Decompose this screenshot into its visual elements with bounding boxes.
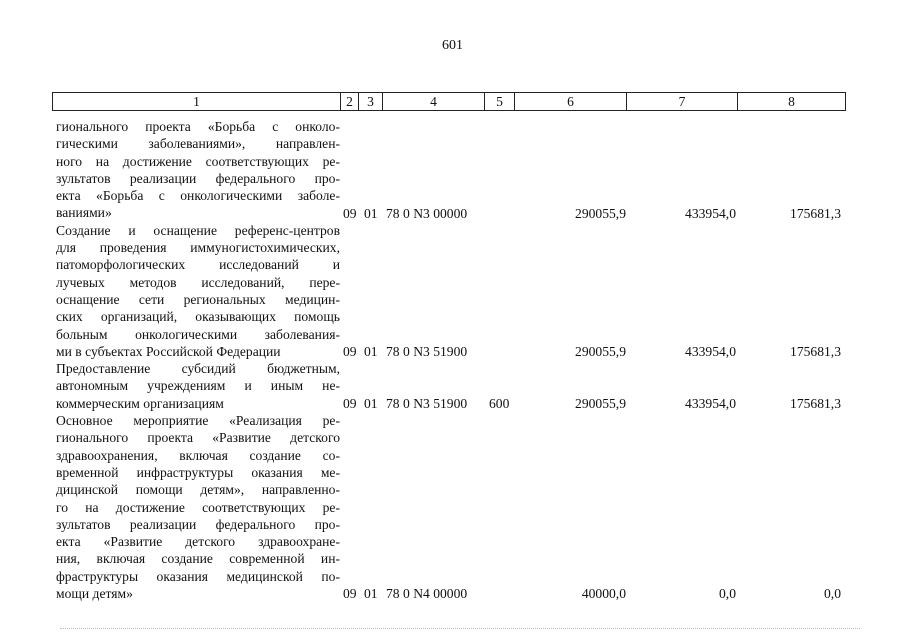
description-line: екта «Борьба с онкологическими заболе- xyxy=(56,188,340,204)
description-line: коммерческим организациям xyxy=(56,395,224,411)
cell-c7: 433954,0 xyxy=(685,343,736,359)
description-line: лучевых методов исследований, пере- xyxy=(56,274,340,290)
description-line: автономным учреждениям и иным не- xyxy=(56,378,340,394)
scan-artifact xyxy=(60,628,860,630)
cell-c2: 09 xyxy=(343,205,357,221)
description-line: патоморфологических исследований и xyxy=(56,257,340,273)
cell-c3: 01 xyxy=(364,343,378,359)
cell-c2: 09 xyxy=(343,343,357,359)
description-line: ния, включая создание современной ин- xyxy=(56,551,340,567)
header-col-7: 7 xyxy=(626,92,738,111)
cell-c3: 01 xyxy=(364,586,378,602)
table-row-description xyxy=(56,118,340,222)
cell-c7: 433954,0 xyxy=(685,205,736,221)
description-line: больным онкологическими заболевания- xyxy=(56,326,340,342)
header-col-6: 6 xyxy=(514,92,627,111)
cell-c4: 78 0 N3 00000 xyxy=(386,205,468,221)
description-line: фраструктуры оказания медицинской по- xyxy=(56,568,340,584)
header-col-5: 5 xyxy=(484,92,515,111)
header-col-3: 3 xyxy=(358,92,383,111)
table-row-description xyxy=(56,412,340,602)
description-line: го на достижение соответствующих ре- xyxy=(56,499,340,515)
cell-c7: 0,0 xyxy=(719,586,736,602)
cell-c2: 09 xyxy=(343,586,357,602)
cell-c8: 0,0 xyxy=(824,586,841,602)
description-line: дицинской помощи детям», направленно- xyxy=(56,482,340,498)
cell-c8: 175681,3 xyxy=(790,343,841,359)
description-line: екта «Развитие детского здравоохране- xyxy=(56,534,340,550)
header-col-4: 4 xyxy=(382,92,485,111)
cell-c6: 290055,9 xyxy=(575,205,626,221)
header-col-1: 1 xyxy=(52,92,341,111)
cell-c4: 78 0 N4 00000 xyxy=(386,586,468,602)
description-line: Основное мероприятие «Реализация ре- xyxy=(56,413,340,429)
cell-c6: 40000,0 xyxy=(581,586,626,602)
header-col-2: 2 xyxy=(340,92,359,111)
cell-c3: 01 xyxy=(364,395,378,411)
table-row-description xyxy=(56,222,340,360)
description-line: временной инфраструктуры оказания ме- xyxy=(56,464,340,480)
description-line: Предоставление субсидий бюджетным, xyxy=(56,361,340,377)
cell-c4: 78 0 N3 51900 xyxy=(386,343,468,359)
description-line: оснащение сети региональных медицин- xyxy=(56,291,340,307)
header-col-8: 8 xyxy=(737,92,846,111)
cell-c2: 09 xyxy=(343,395,357,411)
description-line: для проведения иммуногистохимических, xyxy=(56,240,340,256)
cell-c7: 433954,0 xyxy=(685,395,736,411)
cell-c6: 290055,9 xyxy=(575,395,626,411)
description-line: ми в субъектах Российской Федерации xyxy=(56,343,281,359)
cell-c8: 175681,3 xyxy=(790,205,841,221)
description-line: здравоохранения, включая создание со- xyxy=(56,447,340,463)
description-line: ваниями» xyxy=(56,205,112,221)
description-line: ских организаций, оказывающих помощь xyxy=(56,309,340,325)
cell-c6: 290055,9 xyxy=(575,343,626,359)
cell-c5: 600 xyxy=(489,395,510,411)
description-line: ного на достижение соответствующих ре- xyxy=(56,153,340,169)
description-line: мощи детям» xyxy=(56,586,133,602)
description-line: зультатов реализации федерального про- xyxy=(56,170,340,186)
description-line: гическими заболеваниями», направлен- xyxy=(56,136,340,152)
description-line: зультатов реализации федерального про- xyxy=(56,516,340,532)
page-number: 601 xyxy=(442,38,463,53)
cell-c4: 78 0 N3 51900 xyxy=(386,395,468,411)
description-line: Создание и оснащение референс-центров xyxy=(56,222,340,238)
table-row-description xyxy=(56,360,340,412)
description-line: гионального проекта «Развитие детского xyxy=(56,430,340,446)
cell-c3: 01 xyxy=(364,205,378,221)
cell-c8: 175681,3 xyxy=(790,395,841,411)
description-line: гионального проекта «Борьба с онколо- xyxy=(56,119,340,134)
